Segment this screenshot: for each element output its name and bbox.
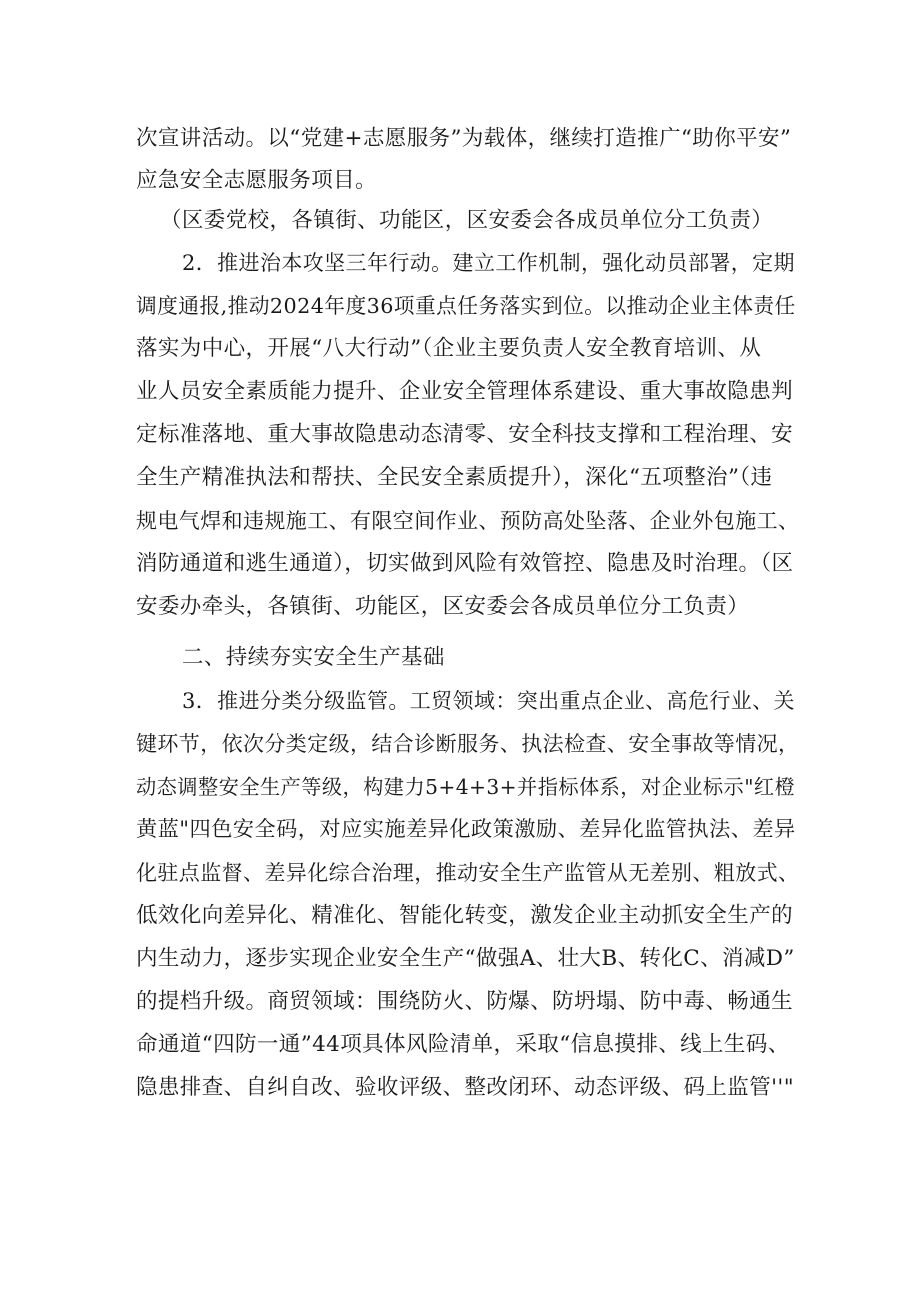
text-line: 黄蓝"四色安全码，对应实施差异化政策激励、差异化监管执法、差异 [136,817,796,842]
text-line: 键环节，依次分类定级，结合诊断服务、执法检查、安全事故等情况， [136,732,800,756]
text-line: 落实为中心，开展“八大行动”（企业主要负责人安全教育培训、从 [136,336,762,361]
text-line: （区委党校，各镇街、功能区，区安委会各成员单位分工负责） [160,208,774,233]
text-line: 安委办牵头，各镇街、功能区，区安委会各成员单位分工负责） [136,594,750,619]
text-line: 内生动力，逐步实现企业安全生产“做强A、壮大B、转化C、消减D” [136,946,795,971]
text-line: 动态调整安全生产等级，构建力5+4+3+并指标体系，对企业标示"红橙 [136,775,796,799]
text-line: 业人员安全素质能力提升、企业安全管理体系建设、重大事故隐患判 [136,379,794,404]
text-line: 2．推进治本攻坚三年行动。建立工作机制，强化动员部署，定期 [182,251,795,275]
text-line: 调度通报,推动2024年度36项重点任务落实到位。以推动企业主体责任 [136,294,796,318]
section-heading: 二、持续夯实安全生产基础 [182,645,445,670]
text-line: 化驻点监督、差异化综合治理，推动安全生产监管从无差别、粗放式、 [136,861,800,885]
text-line: 低效化向差异化、精准化、智能化转变，激发企业主动抓安全生产的 [136,903,794,928]
text-line: 3．推进分类分级监管。工贸领域：突出重点企业、高危行业、关 [182,689,795,713]
text-line: 次宣讲活动。以“党建+志愿服务”为载体，继续打造推广“助你平安” [136,126,792,151]
text-line: 应急安全志愿服务项目。 [136,168,377,193]
text-line: 命通道“四防一通”44项具体风险清单，采取“信息摸排、线上生码、 [136,1032,790,1057]
text-line: 隐患排查、自纠自改、验收评级、整改闭环、动态评级、码上监管''" [136,1075,795,1100]
text-line: 消防通道和逃生通道），切实做到风险有效管控、隐患及时治理。（区 [136,551,794,576]
text-line: 全生产精准执法和帮扶、全民安全素质提升），深化“五项整治”（违 [136,465,773,490]
text-line: 规电气焊和违规施工、有限空间作业、预防高处坠落、企业外包施工、 [136,509,800,533]
text-line: 的提档升级。商贸领域：围绕防火、防爆、防坍塌、防中毒、畅通生 [136,989,794,1014]
text-line: 定标准落地、重大事故隐患动态清零、安全科技支撑和工程治理、安 [136,422,794,447]
